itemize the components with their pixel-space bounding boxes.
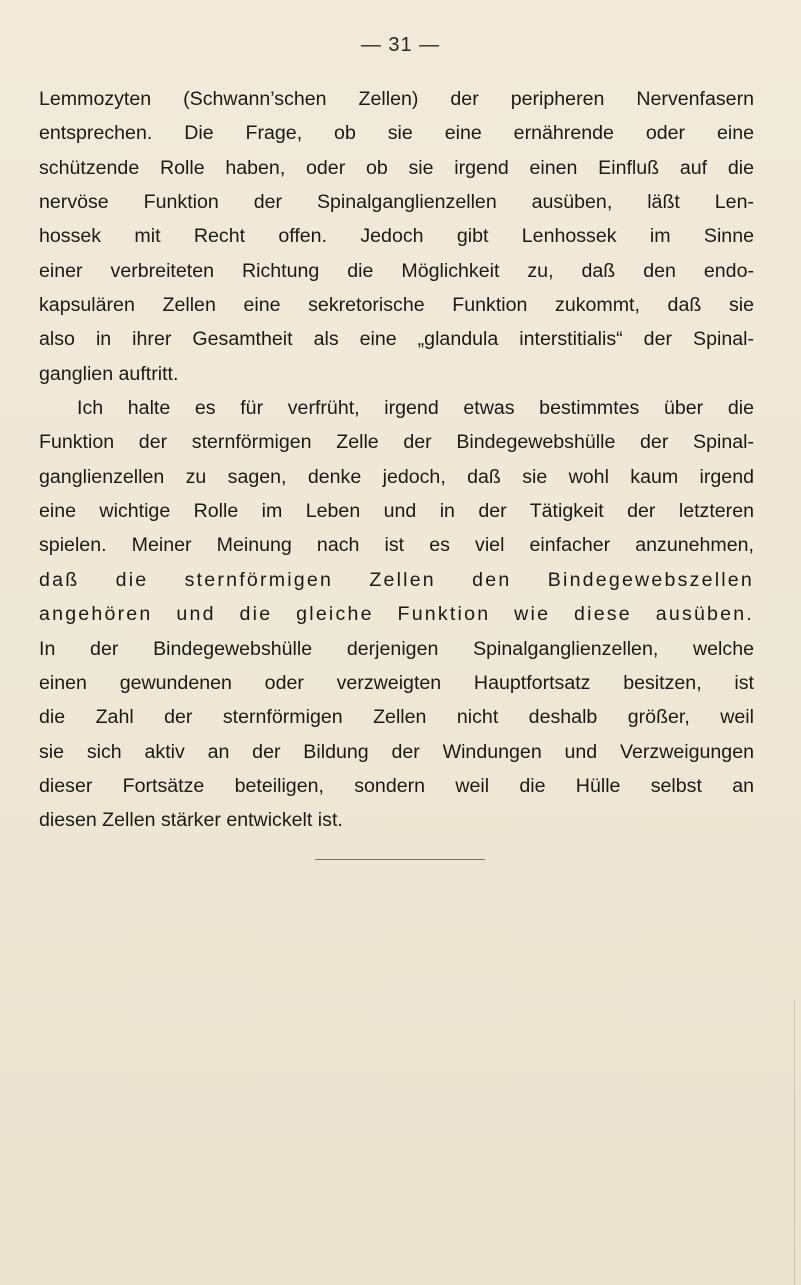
spaced-text-line: angehören und die gleiche Funktion wie diese ausüben. [39,603,754,626]
text-line: entsprechen. Die Frage, ob sie eine ernährende oder eine [39,122,754,145]
spaced-text-line: daß die sternförmigen Zellen den Bindegewebszellen [39,568,754,591]
paragraph-start-line: Ich halte es für verfrüht, irgend etwas bestimmtes über die [77,397,754,420]
body-text [39,82,754,838]
text-line: Funktion der sternförmigen Zelle der Bindegewebshülle der Spinal- [39,431,754,454]
text-line: dieser Fortsätze beteiligen, sondern weil die Hülle selbst an [39,774,754,797]
text-line: kapsulären Zellen eine sekretorische Funktion zukommt, daß sie [39,294,754,317]
text-line: eine wichtige Rolle im Leben und in der Tätigkeit der letzteren [39,500,754,523]
text-line: einer verbreiteten Richtung die Möglichkeit zu, daß den endo- [39,259,754,282]
text-line: In der Bindegewebshülle derjenigen Spinalganglienzellen, welche [39,637,754,660]
section-divider-rule [315,859,485,860]
text-line: also in ihrer Gesamtheit als eine „glandula interstitialis“ der Spinal- [39,328,754,351]
text-line: ganglienzellen zu sagen, denke jedoch, daß sie wohl kaum irgend [39,465,754,488]
text-line: die Zahl der sternförmigen Zellen nicht deshalb größer, weil [39,706,754,729]
text-line: hossek mit Recht offen. Jedoch gibt Lenhossek im Sinne [39,225,754,248]
page-number: — 31 — [360,34,441,56]
text-line: einen gewundenen oder verzweigten Hauptfortsatz besitzen, ist [39,671,754,694]
text-line: nervöse Funktion der Spinalganglienzellen ausüben, läßt Len- [39,191,754,214]
text-line: sie sich aktiv an der Bildung der Windungen und Verzweigungen [39,740,754,763]
text-line: schützende Rolle haben, oder ob sie irgend einen Einfluß auf die [39,156,754,179]
text-line: ganglien auftritt. [39,362,179,385]
text-line: Lemmozyten (Schwann’schen Zellen) der peripheren Nervenfasern [39,88,754,110]
text-line: spielen. Meiner Meinung nach ist es viel einfacher anzunehmen, [39,534,754,557]
page-edge-shadow [794,1000,795,1285]
text-line: diesen Zellen stärker entwickelt ist. [39,809,343,832]
